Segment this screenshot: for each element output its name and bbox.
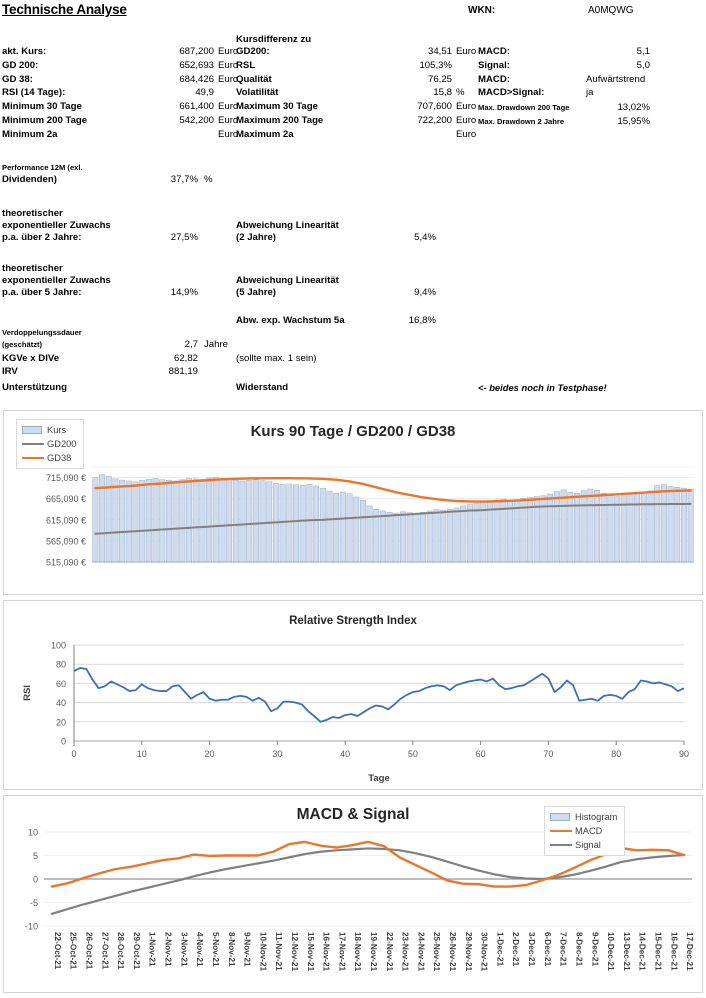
line-swatch-icon bbox=[22, 443, 44, 445]
stat-label-left-5: Minimum 200 Tage bbox=[2, 115, 88, 126]
stat-label-right-1: Signal: bbox=[478, 59, 510, 71]
stat-label-right-4: Max. Drawdown 200 Tage bbox=[478, 103, 570, 113]
stat-value-right-2: Aufwärtstrend bbox=[586, 73, 646, 85]
macd-date-label: 25-Oct-21 bbox=[68, 932, 78, 970]
stat-label-right-5: Max. Drawdown 2 Jahre bbox=[478, 117, 565, 126]
svg-text:50: 50 bbox=[407, 749, 418, 759]
growth2-value: 27,5% bbox=[170, 232, 198, 243]
macd-chart-panel bbox=[3, 795, 703, 993]
macd-date-label: 3-Dec-21 bbox=[527, 932, 537, 967]
stat-unit-left-1: Euro bbox=[218, 59, 239, 71]
bar-swatch-icon bbox=[22, 426, 42, 434]
svg-text:40: 40 bbox=[340, 749, 351, 759]
macd-date-label: 1-Dec-21 bbox=[495, 932, 505, 967]
stat-label-mid-3: Volatilität bbox=[236, 87, 279, 99]
unterstuetzung-label: Unterstützung bbox=[2, 382, 68, 393]
stat-label-left-4: Minimum 30 Tage bbox=[2, 101, 82, 113]
stat-label-mid-2: Qualität bbox=[236, 73, 272, 85]
stat-value-right-5: 15,95% bbox=[617, 116, 650, 127]
macd-date-label: 16-Nov-21 bbox=[321, 932, 331, 972]
growth2-dev-label-line1: Abweichung Linearität bbox=[236, 220, 339, 231]
macd-date-label: 6-Dec-21 bbox=[542, 932, 552, 967]
legend-label-histogram: Histogram bbox=[575, 812, 618, 822]
macd-date-label: 10-Dec-21 bbox=[606, 932, 616, 971]
verdopplung-label-line1: Verdoppelungssdauer bbox=[2, 328, 82, 337]
macd-date-label: 22-Nov-21 bbox=[384, 932, 394, 972]
wkn-label: WKN: bbox=[468, 5, 496, 16]
stat-unit-left-0: Euro bbox=[218, 46, 239, 57]
kgve-label: KGVe x DIVe bbox=[2, 353, 60, 364]
irv-value: 881,19 bbox=[168, 366, 198, 377]
stat-unit-left-5: Euro bbox=[218, 115, 239, 126]
stat-label-mid-0: GD200: bbox=[236, 46, 270, 57]
legend-item-histogram bbox=[550, 810, 617, 824]
stat-value-right-1: 5,0 bbox=[636, 59, 650, 71]
legend-item-gd38 bbox=[22, 451, 76, 465]
macd-date-label: 13-Dec-21 bbox=[621, 932, 631, 971]
stat-value-right-0: 5,1 bbox=[636, 46, 650, 57]
macd-date-label: 11-Nov-21 bbox=[274, 932, 284, 971]
performance-value: 37,7% bbox=[170, 174, 198, 185]
stat-unit-left-2: Euro bbox=[218, 73, 239, 85]
growth5-label-line2: exponentieller Zuwachs bbox=[2, 275, 111, 286]
macd-date-label: 4-Nov-21 bbox=[195, 932, 205, 967]
macd-chart-legend bbox=[544, 806, 625, 856]
growth2-label-line1: theoretischer bbox=[2, 208, 63, 219]
page-title: Technische Analyse bbox=[2, 2, 127, 17]
performance-label-line1: Performance 12M (exl. bbox=[2, 163, 83, 172]
macd-date-label: 15-Nov-21 bbox=[305, 932, 315, 972]
legend-item-kurs bbox=[22, 423, 76, 437]
growth5-label-line3: p.a. über 5 Jahre: bbox=[2, 287, 82, 298]
stat-label-right-0: MACD: bbox=[478, 46, 510, 57]
abw-exp-value: 16,8% bbox=[408, 315, 436, 326]
legend-label-kurs: Kurs bbox=[47, 425, 67, 435]
legend-item-macd bbox=[550, 824, 617, 838]
stat-unit-mid-3: % bbox=[456, 87, 465, 99]
stat-value-right-4: 13,02% bbox=[617, 102, 650, 114]
macd-date-label: 23-Nov-21 bbox=[400, 932, 410, 972]
svg-text:100: 100 bbox=[50, 640, 66, 651]
stat-value-left-0: 687,200 bbox=[179, 46, 214, 57]
macd-date-label: 30-Nov-21 bbox=[479, 932, 489, 972]
macd-date-label: 26-Oct-21 bbox=[84, 932, 94, 970]
growth5-label-line1: theoretischer bbox=[2, 263, 63, 274]
svg-text:10: 10 bbox=[27, 827, 38, 838]
widerstand-label: Widerstand bbox=[236, 382, 289, 393]
stat-unit-mid-5: Euro bbox=[456, 115, 477, 126]
macd-date-label: 12-Nov-21 bbox=[289, 932, 299, 972]
growth5-dev-value: 9,4% bbox=[414, 287, 436, 298]
line-swatch-orange-icon bbox=[22, 457, 44, 459]
stat-unit-mid-4: Euro bbox=[456, 101, 477, 113]
verdopplung-value: 2,7 bbox=[184, 339, 198, 350]
macd-date-label: 16-Dec-21 bbox=[669, 932, 679, 971]
performance-unit: % bbox=[204, 174, 213, 185]
stat-label-right-3: MACD>Signal: bbox=[478, 87, 545, 99]
stat-label-left-6: Minimum 2a bbox=[2, 128, 58, 140]
growth2-dev-value: 5,4% bbox=[414, 232, 436, 243]
svg-text:515,090 €: 515,090 € bbox=[45, 557, 86, 568]
svg-text:20: 20 bbox=[55, 717, 66, 728]
line-swatch-orange-icon bbox=[550, 830, 572, 832]
stat-label-mid-4: Maximum 30 Tage bbox=[236, 101, 318, 113]
kursdifferenz-header: Kursdifferenz zu bbox=[236, 34, 312, 45]
growth5-dev-label-line2: (5 Jahre) bbox=[236, 287, 276, 298]
macd-date-label: 15-Dec-21 bbox=[653, 932, 663, 971]
macd-date-label: 10-Nov-21 bbox=[258, 932, 268, 972]
kgve-note: (sollte max. 1 sein) bbox=[236, 353, 317, 364]
rsi-chart-svg bbox=[4, 601, 704, 789]
svg-text:30: 30 bbox=[272, 749, 283, 759]
macd-date-label: 29-Nov-21 bbox=[463, 932, 473, 972]
legend-label-gd200: GD200 bbox=[47, 439, 77, 449]
macd-date-label: 3-Nov-21 bbox=[179, 932, 189, 967]
stat-value-mid-4: 707,600 bbox=[417, 101, 452, 113]
macd-date-label: 5-Nov-21 bbox=[210, 932, 220, 967]
stat-label-left-2: GD 38: bbox=[2, 73, 33, 85]
svg-text:0: 0 bbox=[32, 874, 38, 885]
kgve-value: 62,82 bbox=[173, 353, 198, 364]
rsi-x-axis-label: Tage bbox=[368, 773, 390, 784]
wkn-value: A0MQWG bbox=[588, 5, 634, 16]
growth2-label-line3: p.a. über 2 Jahre: bbox=[2, 232, 82, 243]
stat-value-mid-2: 76,25 bbox=[427, 73, 452, 85]
verdopplung-unit: Jahre bbox=[204, 339, 228, 350]
macd-date-label: 29-Oct-21 bbox=[131, 932, 141, 970]
stat-value-right-3: ja bbox=[586, 87, 594, 99]
svg-text:715,090 €: 715,090 € bbox=[45, 473, 86, 484]
svg-text:60: 60 bbox=[55, 678, 66, 689]
irv-label: IRV bbox=[2, 366, 18, 377]
macd-date-label: 9-Nov-21 bbox=[242, 932, 252, 967]
macd-date-label: 19-Nov-21 bbox=[369, 932, 378, 972]
macd-date-label: 17-Dec-21 bbox=[685, 932, 695, 971]
stat-unit-left-6: Euro bbox=[218, 128, 239, 140]
legend-label-signal: Signal bbox=[575, 840, 601, 850]
stat-value-mid-0: 34,51 bbox=[427, 46, 452, 57]
stat-unit-mid-6: Euro bbox=[456, 128, 477, 140]
svg-text:90: 90 bbox=[678, 749, 690, 759]
price-chart-title: Kurs 90 Tage / GD200 / GD38 bbox=[250, 423, 456, 440]
stat-value-mid-1: 105,3% bbox=[419, 59, 452, 71]
legend-item-gd200 bbox=[22, 437, 76, 451]
svg-text:665,090 €: 665,090 € bbox=[45, 494, 86, 505]
macd-date-label: 2-Dec-21 bbox=[511, 932, 521, 967]
macd-date-label: 26-Nov-21 bbox=[448, 932, 458, 972]
svg-text:5: 5 bbox=[32, 851, 38, 861]
svg-text:80: 80 bbox=[55, 659, 66, 670]
svg-text:60: 60 bbox=[475, 749, 486, 759]
legend-label-gd38: GD38 bbox=[47, 453, 72, 463]
performance-label-line2: Dividenden) bbox=[2, 174, 57, 185]
svg-text:-10: -10 bbox=[24, 921, 38, 932]
macd-date-label: 28-Oct-21 bbox=[116, 932, 126, 970]
stat-label-left-0: akt. Kurs: bbox=[2, 46, 47, 57]
growth2-dev-label-line2: (2 Jahre) bbox=[236, 232, 276, 243]
macd-date-label: 27-Oct-21 bbox=[100, 932, 110, 970]
macd-date-label: 8-Nov-21 bbox=[226, 932, 236, 967]
macd-date-label: 17-Nov-21 bbox=[337, 932, 347, 972]
macd-date-label: 25-Nov-21 bbox=[432, 932, 442, 972]
svg-text:20: 20 bbox=[204, 749, 215, 759]
macd-chart-title: MACD & Signal bbox=[296, 806, 410, 823]
stat-value-left-2: 684,426 bbox=[179, 73, 214, 85]
stat-value-left-3: 49,9 bbox=[195, 87, 214, 99]
growth5-value: 14,9% bbox=[170, 287, 198, 298]
macd-date-label: 24-Nov-21 bbox=[416, 932, 426, 972]
price-chart-legend bbox=[16, 419, 84, 469]
macd-date-label: 22-Oct-21 bbox=[52, 932, 62, 970]
rsi-y-axis-label: RSI bbox=[22, 685, 33, 701]
macd-date-label: 9-Dec-21 bbox=[590, 932, 600, 967]
stat-label-mid-6: Maximum 2a bbox=[236, 128, 294, 140]
macd-date-label: 8-Dec-21 bbox=[574, 932, 584, 967]
stat-value-mid-3: 15,8 bbox=[433, 87, 452, 99]
macd-date-label: 18-Nov-21 bbox=[353, 932, 363, 972]
abw-exp-label: Abw. exp. Wachstum 5a bbox=[236, 315, 345, 326]
stat-label-left-3: RSI (14 Tage): bbox=[2, 87, 66, 99]
testphase-note: <- beides noch in Testphase! bbox=[478, 382, 607, 393]
svg-text:70: 70 bbox=[543, 749, 554, 759]
stat-label-left-1: GD 200: bbox=[2, 59, 39, 71]
macd-date-label: 2-Nov-21 bbox=[163, 932, 173, 967]
bar-swatch-icon bbox=[550, 813, 570, 821]
legend-label-macd: MACD bbox=[575, 826, 603, 836]
price-chart-panel bbox=[3, 410, 703, 595]
line-swatch-icon bbox=[550, 844, 572, 846]
stat-label-mid-1: RSL bbox=[236, 59, 256, 71]
stat-unit-mid-0: Euro bbox=[456, 46, 477, 57]
stat-value-left-1: 652,693 bbox=[179, 59, 214, 71]
growth5-dev-label-line1: Abweichung Linearität bbox=[236, 275, 339, 286]
stat-label-mid-5: Maximum 200 Tage bbox=[236, 115, 324, 126]
legend-item-signal bbox=[550, 838, 617, 852]
stat-value-left-4: 661,400 bbox=[179, 101, 214, 113]
svg-text:80: 80 bbox=[611, 749, 622, 759]
svg-text:0: 0 bbox=[71, 749, 77, 759]
stat-label-right-2: MACD: bbox=[478, 73, 510, 85]
rsi-chart-panel bbox=[3, 600, 703, 790]
svg-text:565,090 €: 565,090 € bbox=[45, 536, 86, 547]
verdopplung-label-line2: (geschätzt) bbox=[2, 340, 43, 349]
svg-text:-5: -5 bbox=[29, 898, 38, 908]
stat-value-left-5: 542,200 bbox=[179, 115, 214, 126]
rsi-chart-title: Relative Strength Index bbox=[289, 615, 417, 627]
macd-date-label: 7-Dec-21 bbox=[558, 932, 568, 967]
stat-unit-left-4: Euro bbox=[218, 101, 239, 113]
macd-date-label: 1-Nov-21 bbox=[147, 932, 157, 967]
macd-date-label: 14-Dec-21 bbox=[637, 932, 647, 971]
svg-text:0: 0 bbox=[60, 736, 66, 747]
svg-text:40: 40 bbox=[55, 698, 66, 709]
svg-text:615,090 €: 615,090 € bbox=[45, 515, 86, 526]
stat-value-mid-5: 722,200 bbox=[417, 115, 452, 126]
growth2-label-line2: exponentieller Zuwachs bbox=[2, 220, 111, 231]
svg-text:10: 10 bbox=[136, 749, 147, 759]
